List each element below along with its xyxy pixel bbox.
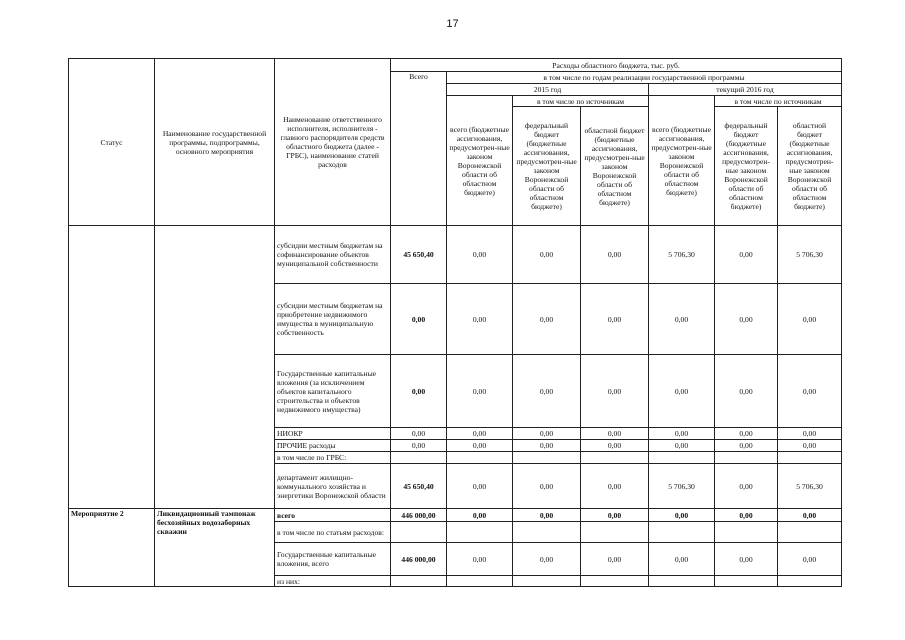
row-label: в том числе по статьям расходов: <box>275 522 391 543</box>
value-cell: 446 000,00 <box>391 509 447 522</box>
row-label: Государственные капитальные вложения, всего <box>275 543 391 576</box>
value-cell: 0,00 <box>513 428 581 440</box>
measure-status: Мероприятие 2 <box>69 509 155 587</box>
table-body <box>69 226 842 587</box>
value-cell: 0,00 <box>513 509 581 522</box>
value-cell: 0,00 <box>778 509 842 522</box>
value-cell: 0,00 <box>649 440 715 452</box>
value-cell: 0,00 <box>513 543 581 576</box>
page-number: 17 <box>446 18 459 30</box>
value-cell: 0,00 <box>447 440 513 452</box>
value-cell: 0,00 <box>778 284 842 355</box>
value-cell <box>513 452 581 464</box>
value-cell <box>715 576 778 587</box>
row-label: НИОКР <box>275 428 391 440</box>
value-cell <box>715 452 778 464</box>
header-2015-by-sources: в том числе по источникам <box>513 96 649 107</box>
value-cell: 0,00 <box>447 226 513 284</box>
value-cell <box>513 522 581 543</box>
value-cell <box>447 522 513 543</box>
value-cell: 0,00 <box>581 509 649 522</box>
value-cell: 0,00 <box>581 440 649 452</box>
value-cell: 0,00 <box>581 464 649 509</box>
row-label: субсидии местным бюджетам на софинансирование объектов муниципальной собственности <box>275 226 391 284</box>
value-cell: 0,00 <box>447 543 513 576</box>
measure-name: Ликвидационный тампонаж бесхозяйных водозаборных скважин <box>155 509 275 587</box>
value-cell: 5 706,30 <box>649 464 715 509</box>
value-cell: 0,00 <box>391 428 447 440</box>
value-cell: 45 650,40 <box>391 464 447 509</box>
row-label: всего <box>275 509 391 522</box>
value-cell: 0,00 <box>447 428 513 440</box>
value-cell: 0,00 <box>581 428 649 440</box>
value-cell: 0,00 <box>649 355 715 428</box>
value-cell: 0,00 <box>447 509 513 522</box>
header-2016-total: всего (бюджетные ассигнования, предусмотрен-ные законом Воронежской области об областном бюджете) <box>649 96 715 226</box>
value-cell <box>581 522 649 543</box>
value-cell: 5 706,30 <box>778 226 842 284</box>
value-cell <box>778 576 842 587</box>
value-cell: 0,00 <box>391 284 447 355</box>
value-cell: 0,00 <box>391 440 447 452</box>
row-label: субсидии местным бюджетам на приобретение недвижимого имущества в муниципальную собственность <box>275 284 391 355</box>
value-cell: 0,00 <box>513 355 581 428</box>
value-cell: 0,00 <box>778 440 842 452</box>
value-cell <box>778 522 842 543</box>
header-2015-regional: областной бюджет (бюджетные ассигнования, предусмотрен-ные законом Воронежской области об областном бюджете) <box>581 107 649 226</box>
value-cell: 0,00 <box>778 543 842 576</box>
value-cell <box>649 522 715 543</box>
header-2016-regional: областной бюджет (бюджетные ассигнования, предусмотрен-ные законом Воронежской области об областном бюджете) <box>778 107 842 226</box>
value-cell: 0,00 <box>715 284 778 355</box>
value-cell: 0,00 <box>649 543 715 576</box>
header-year-2016: текущий 2016 год <box>649 84 842 96</box>
value-cell: 0,00 <box>581 226 649 284</box>
value-cell: 0,00 <box>581 355 649 428</box>
value-cell: 0,00 <box>778 428 842 440</box>
value-cell: 0,00 <box>715 464 778 509</box>
value-cell: 0,00 <box>649 509 715 522</box>
value-cell: 0,00 <box>447 355 513 428</box>
value-cell: 0,00 <box>513 464 581 509</box>
value-cell: 0,00 <box>513 284 581 355</box>
value-cell <box>391 522 447 543</box>
row-label: из них: <box>275 576 391 587</box>
budget-table <box>68 58 842 587</box>
header-2016-federal: федеральный бюджет (бюджетные ассигнования, предусмотрен-ные законом Воронежской области об областном бюджете) <box>715 107 778 226</box>
row-label: ПРОЧИЕ расходы <box>275 440 391 452</box>
status-cell <box>69 226 155 509</box>
value-cell <box>391 576 447 587</box>
table-row <box>69 509 842 522</box>
header-executor: Наименование ответственного исполнителя, исполнителя - главного распорядителя средств областного бюджета (далее - ГРБС), наименование статей расходов <box>275 59 391 226</box>
value-cell: 5 706,30 <box>778 464 842 509</box>
value-cell <box>581 452 649 464</box>
value-cell <box>513 576 581 587</box>
value-cell: 5 706,30 <box>649 226 715 284</box>
value-cell <box>649 576 715 587</box>
value-cell <box>447 576 513 587</box>
value-cell: 0,00 <box>715 440 778 452</box>
value-cell <box>778 452 842 464</box>
value-cell <box>581 576 649 587</box>
table-row <box>69 226 842 284</box>
value-cell: 0,00 <box>513 440 581 452</box>
header-year-2015: 2015 год <box>447 84 649 96</box>
value-cell: 0,00 <box>715 543 778 576</box>
value-cell: 0,00 <box>391 355 447 428</box>
program-name-cell <box>155 226 275 509</box>
header-expenses: Расходы областного бюджета, тыс. руб. <box>391 59 842 72</box>
value-cell: 0,00 <box>649 428 715 440</box>
value-cell: 0,00 <box>447 284 513 355</box>
value-cell <box>391 452 447 464</box>
value-cell: 0,00 <box>715 226 778 284</box>
header-program-name: Наименование государственной программы, подпрограммы, основного мероприятия <box>155 59 275 226</box>
value-cell <box>715 522 778 543</box>
header-total: Всего <box>391 72 447 226</box>
value-cell: 0,00 <box>715 509 778 522</box>
header-status: Статус <box>69 59 155 226</box>
value-cell <box>447 452 513 464</box>
value-cell: 0,00 <box>581 284 649 355</box>
value-cell <box>649 452 715 464</box>
row-label: департамент жилищно-коммунального хозяйства и энергетики Воронежской области <box>275 464 391 509</box>
header-2015-federal: федеральный бюджет (бюджетные ассигнования, предусмотрен-ные законом Воронежской области об областном бюджете) <box>513 107 581 226</box>
value-cell: 0,00 <box>513 226 581 284</box>
header-2015-total: всего (бюджетные ассигнования, предусмотрен-ные законом Воронежской области об областном бюджете) <box>447 96 513 226</box>
value-cell: 446 000,00 <box>391 543 447 576</box>
value-cell: 0,00 <box>715 355 778 428</box>
row-label: Государственные капитальные вложения (за исключением объектов капитального строительства и объектов недвижимого имущества) <box>275 355 391 428</box>
header-2016-by-sources: в том числе по источникам <box>715 96 842 107</box>
header-by-years: в том числе по годам реализации государственной программы <box>447 72 842 84</box>
value-cell: 0,00 <box>649 284 715 355</box>
value-cell: 0,00 <box>715 428 778 440</box>
value-cell: 45 650,40 <box>391 226 447 284</box>
value-cell: 0,00 <box>581 543 649 576</box>
row-label: в том числе по ГРБС: <box>275 452 391 464</box>
value-cell: 0,00 <box>447 464 513 509</box>
value-cell: 0,00 <box>778 355 842 428</box>
